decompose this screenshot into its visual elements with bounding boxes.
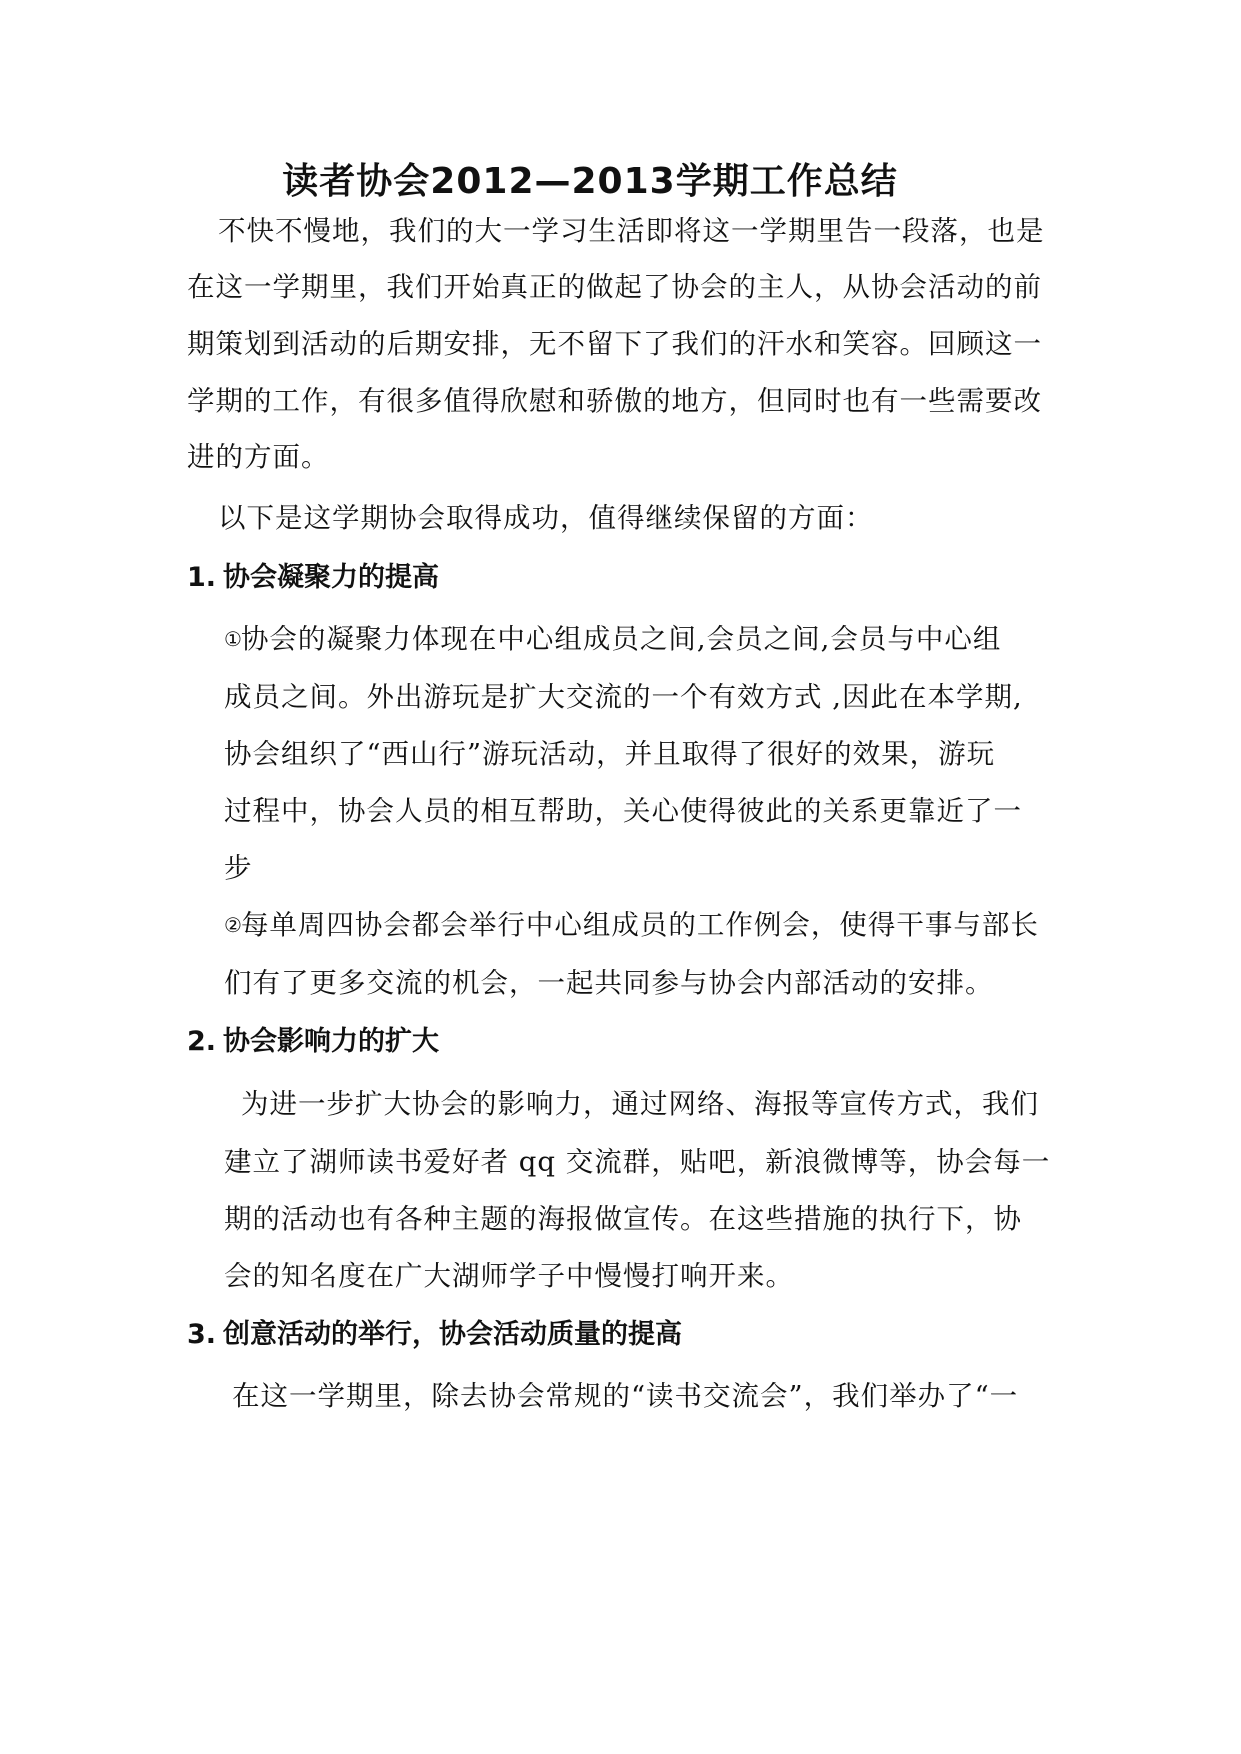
item-marker: ① — [224, 627, 243, 651]
section-heading — [187, 558, 439, 598]
section-2-line: 会的知名度在广大湖师学子中慢慢打响开来。 — [224, 1260, 794, 1292]
section-number: 3. — [187, 1319, 217, 1350]
section-title: 协会凝聚力的提高 — [223, 562, 439, 593]
item-marker: ② — [224, 913, 243, 937]
section-2-line: 期的活动也有各种主题的海报做宣传。在这些措施的执行下，协 — [224, 1203, 1022, 1235]
section-1-item-1-line: 步 — [224, 852, 253, 884]
section-1-item-2-line: 们有了更多交流的机会，一起共同参与协会内部活动的安排。 — [224, 967, 994, 999]
section-1-item-1-line: 协会组织了“西山行”游玩活动，并且取得了很好的效果，游玩 — [224, 738, 996, 770]
section-1-item-1-line: ①协会的凝聚力体现在中心组成员之间,会员之间,会员与中心组 — [224, 623, 1002, 655]
intro-line: 期策划到活动的后期安排，无不留下了我们的汗水和笑容。回顾这一 — [187, 328, 1042, 360]
section-1-item-2-line: ②每单周四协会都会举行中心组成员的工作例会，使得干事与部长 — [224, 909, 1039, 941]
section-2-line: 建立了湖师读书爱好者 qq 交流群，贴吧，新浪微博等，协会每一 — [224, 1146, 1051, 1178]
intro-line: 不快不慢地，我们的大一学习生活即将这一学期里告一段落，也是 — [218, 215, 1045, 247]
section-heading — [187, 1315, 682, 1355]
intro-lead: 以下是这学期协会取得成功，值得继续保留的方面： — [218, 502, 874, 534]
section-number: 1. — [187, 562, 217, 593]
document-title: 读者协会2012—2013学期工作总结 — [282, 161, 898, 202]
intro-line: 进的方面。 — [187, 441, 330, 473]
section-2-line: 为进一步扩大协会的影响力，通过网络、海报等宣传方式，我们 — [241, 1088, 1039, 1120]
section-1-item-1-line: 成员之间。外出游玩是扩大交流的一个有效方式 ,因此在本学期, — [224, 681, 1023, 713]
section-title: 协会影响力的扩大 — [223, 1026, 439, 1057]
section-3-line: 在这一学期里，除去协会常规的“读书交流会”，我们举办了“一 — [232, 1380, 1019, 1412]
section-heading — [187, 1022, 439, 1062]
section-1-item-1-line: 过程中，协会人员的相互帮助，关心使得彼此的关系更靠近了一 — [224, 795, 1022, 827]
intro-line: 在这一学期里，我们开始真正的做起了协会的主人，从协会活动的前 — [187, 271, 1042, 303]
section-number: 2. — [187, 1026, 217, 1057]
section-title: 创意活动的举行，协会活动质量的提高 — [223, 1319, 682, 1350]
intro-line: 学期的工作，有很多值得欣慰和骄傲的地方，但同时也有一些需要改 — [187, 385, 1042, 417]
